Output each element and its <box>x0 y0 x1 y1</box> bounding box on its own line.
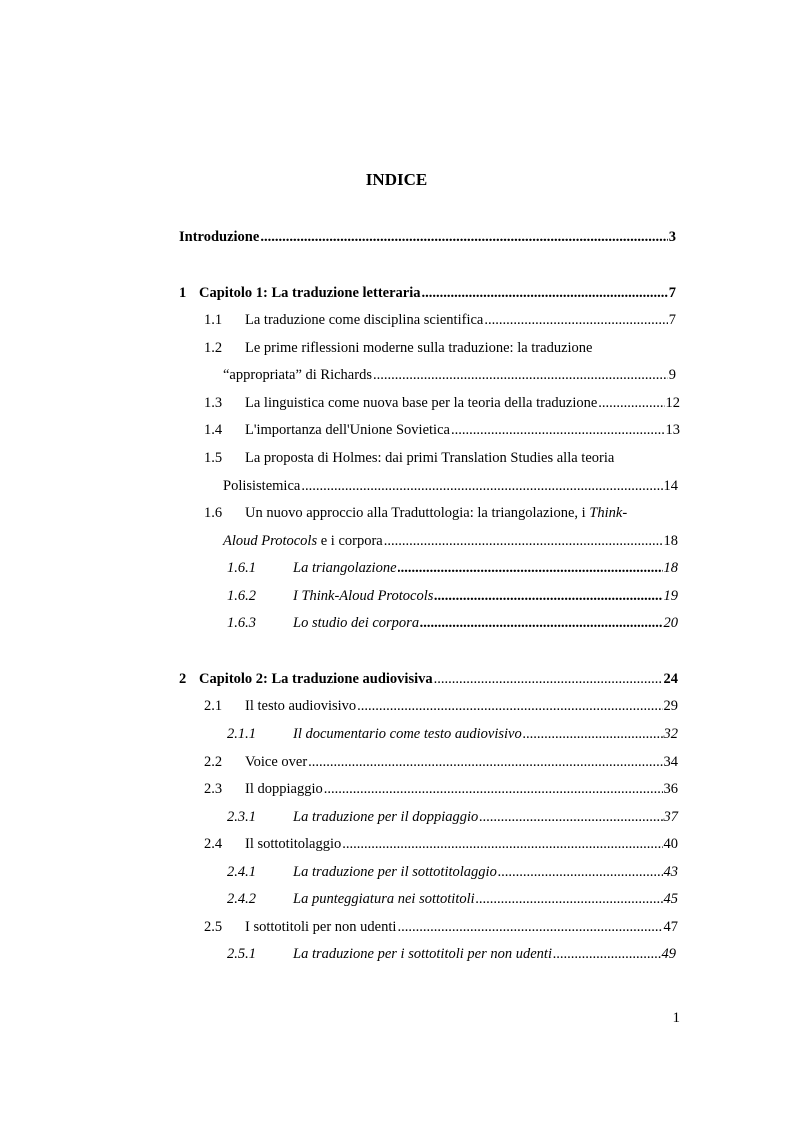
entry-text: e i corpora <box>317 533 383 549</box>
entry-number: 2.1 <box>204 698 223 714</box>
entry-text: La linguistica come nuova base per la teoria della traduzione <box>245 395 598 411</box>
toc-entry-2-4-2[interactable] <box>227 891 678 911</box>
entry-text: Le prime riflessioni moderne sulla traduzione: la traduzione <box>245 340 593 356</box>
toc-entry-2-1[interactable] <box>204 698 678 718</box>
entry-text: I Think-Aloud Protocols <box>293 588 434 604</box>
toc-entry-1-2[interactable] <box>204 340 676 360</box>
entry-number: 1.6.3 <box>227 615 256 631</box>
entry-page: 19 <box>663 588 678 604</box>
entry-page: 24 <box>663 671 678 687</box>
dot-leader <box>373 367 668 384</box>
entry-page: 32 <box>663 726 678 742</box>
entry-text: L'importanza dell'Unione Sovietica <box>245 422 450 438</box>
toc-entry-2-2[interactable] <box>204 754 678 774</box>
entry-number: 1.6.1 <box>227 560 256 576</box>
entry-text: La punteggiatura nei sottotitoli <box>293 891 475 907</box>
toc-entry-chapter-2[interactable] <box>179 671 678 691</box>
entry-number: 1.5 <box>204 450 223 466</box>
entry-page: 14 <box>663 478 678 494</box>
entry-text: Un nuovo approccio alla Traduttologia: la triangolazione, i <box>245 505 590 521</box>
entry-page: 12 <box>665 395 680 411</box>
entry-text: La traduzione come disciplina scientifica <box>245 312 484 328</box>
dot-leader <box>523 726 663 743</box>
entry-number: 1.6 <box>204 505 223 521</box>
page-number: 1 <box>672 1010 680 1026</box>
toc-entry-1-6[interactable] <box>204 505 676 525</box>
entry-page: 3 <box>668 229 676 245</box>
entry-page: 7 <box>668 285 676 301</box>
entry-text: Introduzione <box>179 229 260 245</box>
entry-number: 1.2 <box>204 340 223 356</box>
toc-entry-1-1[interactable] <box>204 312 676 332</box>
entry-page: 45 <box>663 891 678 907</box>
toc-entry-2-5[interactable] <box>204 919 678 939</box>
toc-entry-1-4[interactable] <box>204 422 680 442</box>
entry-number: 2.3 <box>204 781 223 797</box>
toc-entry-2-1-1[interactable] <box>227 726 678 746</box>
toc-entry-chapter-1[interactable] <box>179 285 676 305</box>
entry-page: 18 <box>663 560 678 576</box>
entry-text: La triangolazione <box>293 560 397 576</box>
entry-number: 1.6.2 <box>227 588 256 604</box>
entry-page: 29 <box>663 698 678 714</box>
entry-number: 1 <box>179 285 187 301</box>
toc-title: INDICE <box>365 170 428 189</box>
dot-leader <box>324 781 663 798</box>
dot-leader <box>598 395 664 412</box>
dot-leader <box>420 615 662 632</box>
entry-page: 37 <box>663 809 678 825</box>
entry-page: 40 <box>663 836 678 852</box>
entry-text: Polisistemica <box>223 478 301 494</box>
toc-entry-introduzione[interactable] <box>179 229 676 249</box>
entry-number: 2.1.1 <box>227 726 256 742</box>
entry-text: La proposta di Holmes: dai primi Translation Studies alla teoria <box>245 450 615 466</box>
entry-page: 7 <box>668 312 676 328</box>
toc-entry-1-6-3[interactable] <box>227 615 678 635</box>
entry-number: 2.5.1 <box>227 946 256 962</box>
dot-leader <box>397 919 662 936</box>
entry-page: 9 <box>668 367 676 383</box>
toc-entry-2-3-1[interactable] <box>227 809 678 829</box>
dot-leader <box>422 285 668 302</box>
entry-text: Il documentario come testo audiovisivo <box>293 726 522 742</box>
entry-number: 1.4 <box>204 422 223 438</box>
entry-page: 34 <box>663 754 678 770</box>
dot-leader <box>384 533 663 550</box>
entry-number: 2 <box>179 671 187 687</box>
entry-text: Lo studio dei corpora <box>293 615 420 631</box>
entry-text: Capitolo 1: La traduzione letteraria <box>199 285 421 301</box>
entry-page: 18 <box>663 533 678 549</box>
dot-leader <box>479 809 662 826</box>
entry-text: “appropriata” di Richards <box>223 367 372 383</box>
dot-leader <box>260 229 667 246</box>
entry-text: Il testo audiovisivo <box>245 698 357 714</box>
dot-leader <box>434 588 662 605</box>
entry-page: 49 <box>661 946 676 962</box>
entry-text-italic: Aloud Protocols <box>223 533 318 549</box>
dot-leader <box>498 864 663 881</box>
dot-leader <box>357 698 662 715</box>
toc-entry-1-3[interactable] <box>204 395 680 415</box>
entry-page: 20 <box>663 615 678 631</box>
dot-leader <box>301 478 662 495</box>
entry-text: Voice over <box>245 754 308 770</box>
entry-number: 2.5 <box>204 919 223 935</box>
entry-page: 36 <box>663 781 678 797</box>
dot-leader <box>553 946 661 963</box>
dot-leader <box>434 671 663 688</box>
toc-entry-1-5-continued[interactable] <box>223 478 678 498</box>
dot-leader <box>342 836 662 853</box>
dot-leader <box>451 422 665 439</box>
entry-number: 2.4.1 <box>227 864 256 880</box>
toc-entry-1-2-continued[interactable] <box>223 367 676 387</box>
entry-number: 2.4 <box>204 836 223 852</box>
entry-text: La traduzione per il doppiaggio <box>293 809 479 825</box>
toc-entry-1-6-1[interactable] <box>227 560 678 580</box>
entry-text-italic: Think- <box>589 505 628 521</box>
dot-leader <box>484 312 667 329</box>
toc-entry-2-4[interactable] <box>204 836 678 856</box>
toc-entry-2-3[interactable] <box>204 781 678 801</box>
dot-leader <box>476 891 663 908</box>
toc-entry-1-6-2[interactable] <box>227 588 678 608</box>
entry-text: La traduzione per i sottotitoli per non udenti <box>293 946 552 962</box>
toc-entry-2-5-1[interactable] <box>227 946 676 966</box>
entry-text: Il sottotitolaggio <box>245 836 342 852</box>
entry-text: Capitolo 2: La traduzione audiovisiva <box>199 671 433 687</box>
entry-text: I sottotitoli per non udenti <box>245 919 397 935</box>
entry-text: Il doppiaggio <box>245 781 323 797</box>
entry-number: 2.4.2 <box>227 891 256 907</box>
entry-page: 47 <box>663 919 678 935</box>
entry-number: 1.3 <box>204 395 223 411</box>
entry-text: La traduzione per il sottotitolaggio <box>293 864 497 880</box>
toc-entry-2-4-1[interactable] <box>227 864 678 884</box>
toc-entry-1-6-continued[interactable] <box>223 533 678 553</box>
dot-leader <box>398 560 663 577</box>
entry-page: 13 <box>665 422 680 438</box>
entry-page: 43 <box>663 864 678 880</box>
entry-number: 2.3.1 <box>227 809 256 825</box>
entry-number: 2.2 <box>204 754 223 770</box>
dot-leader <box>308 754 662 771</box>
toc-entry-1-5[interactable] <box>204 450 676 470</box>
entry-number: 1.1 <box>204 312 223 328</box>
